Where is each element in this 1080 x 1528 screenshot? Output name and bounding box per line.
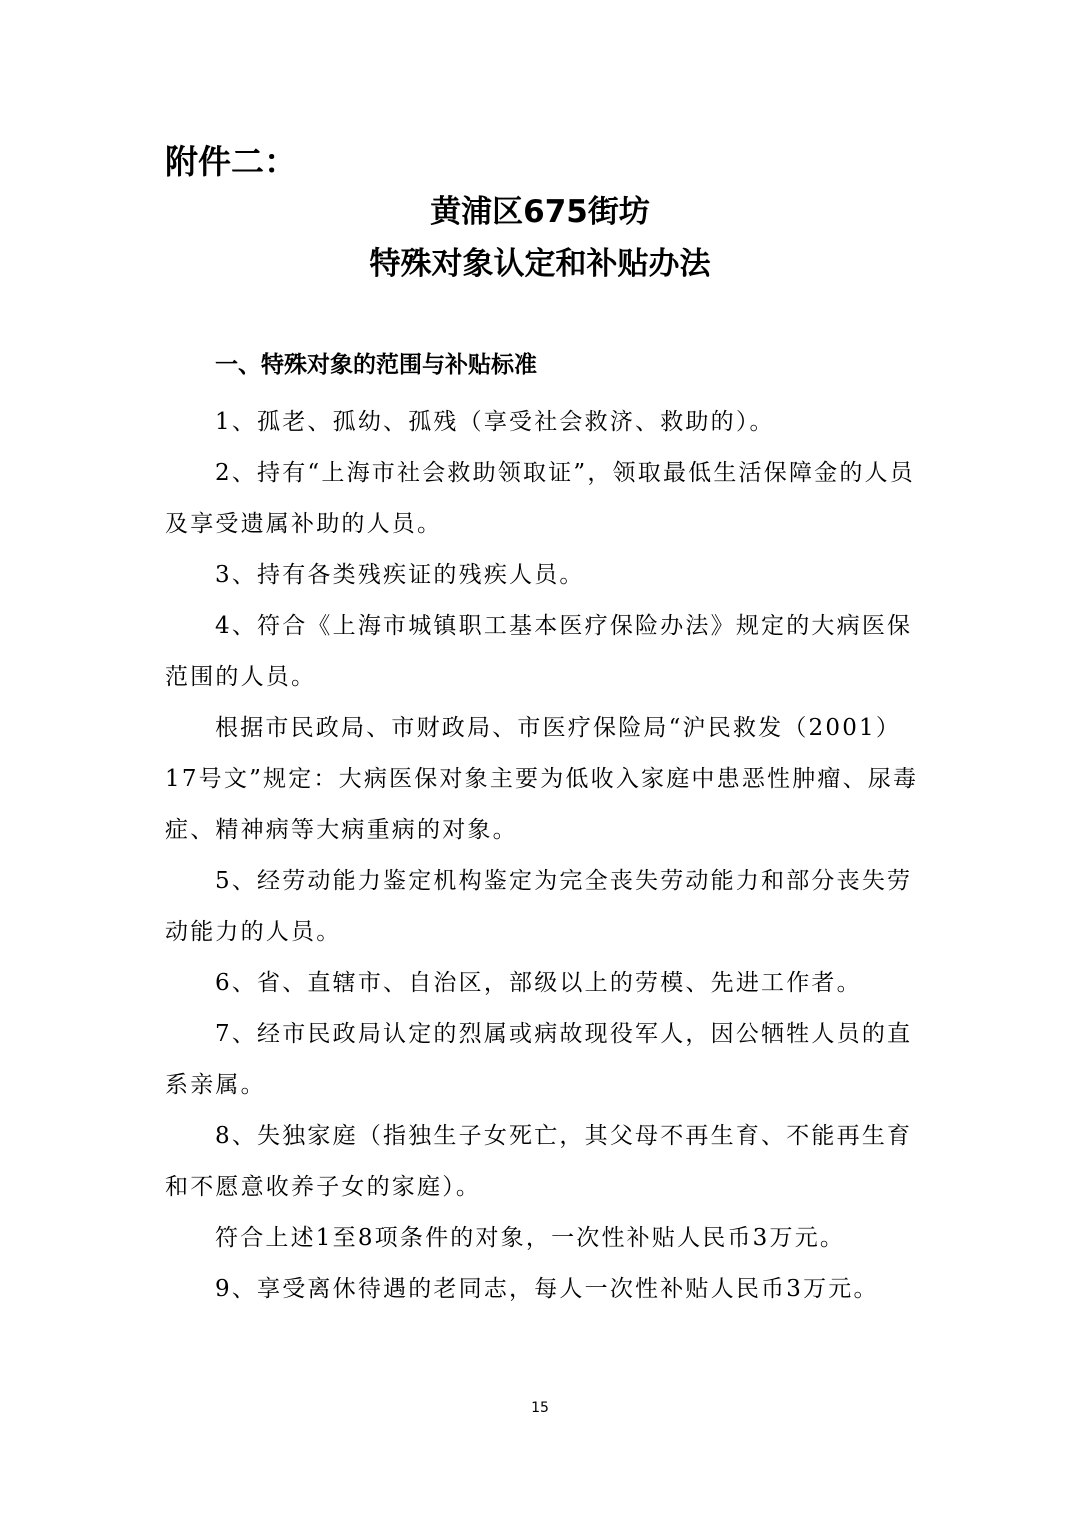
paragraph-item-3: 3、持有各类残疾证的残疾人员。 <box>215 562 585 588</box>
document-title-line-1: 黄浦区675街坊 <box>430 194 650 230</box>
paragraph-subsidy-1-8: 符合上述1至8项条件的对象，一次性补贴人民币3万元。 <box>215 1225 846 1251</box>
paragraph-item-5: 5、经劳动能力鉴定机构鉴定为完全丧失劳动能力和部分丧失劳动能力的人员。 <box>165 868 913 945</box>
page-number: 15 <box>531 1400 549 1416</box>
paragraph-item-8: 8、失独家庭（指独生子女死亡，其父母不再生育、不能再生育和不愿意收养子女的家庭）。 <box>165 1123 913 1200</box>
paragraph-item-7: 7、经市民政局认定的烈属或病故现役军人，因公牺牲人员的直系亲属。 <box>165 1021 913 1098</box>
document-title-line-2: 特殊对象认定和补贴办法 <box>369 246 711 282</box>
paragraph-item-4: 4、符合《上海市城镇职工基本医疗保险办法》规定的大病医保范围的人员。 <box>165 613 913 690</box>
paragraph-item-2: 2、持有“上海市社会救助领取证”，领取最低生活保障金的人员及享受遗属补助的人员。 <box>165 460 915 537</box>
paragraph-item-9: 9、享受离休待遇的老同志，每人一次性补贴人民币3万元。 <box>215 1276 879 1302</box>
paragraph-item-1: 1、孤老、孤幼、孤残（享受社会救济、救助的）。 <box>215 409 775 435</box>
paragraph-note-dabing: 根据市民政局、市财政局、市医疗保险局“沪民救发（2001）17号文”规定：大病医保对象主要为低收入家庭中患恶性肿瘤、尿毒症、精神病等大病重病的对象。 <box>165 715 919 843</box>
paragraph-item-6: 6、省、直辖市、自治区，部级以上的劳模、先进工作者。 <box>215 970 862 996</box>
section-heading: 一、特殊对象的范围与补贴标准 <box>215 352 537 378</box>
document-body <box>165 397 925 1315</box>
annex-label: 附件二： <box>165 142 297 181</box>
